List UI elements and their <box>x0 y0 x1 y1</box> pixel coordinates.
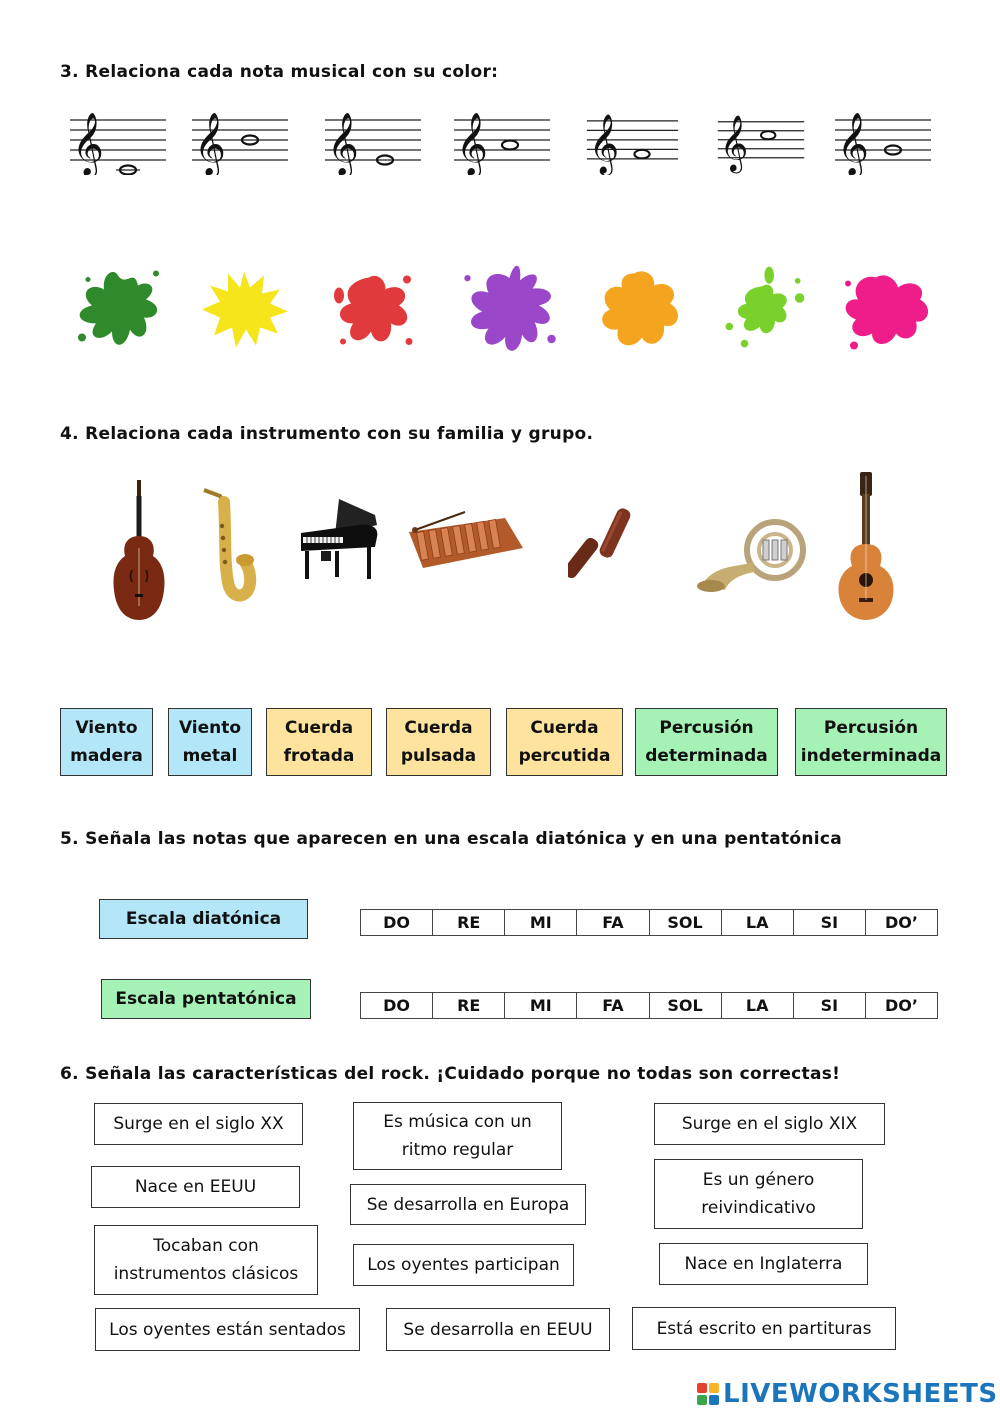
paint-splat-green[interactable] <box>68 255 168 360</box>
family-box-cuerda-percutida[interactable] <box>506 708 623 776</box>
staff-note-2 <box>190 100 290 175</box>
svg-text:𝄞: 𝄞 <box>327 112 359 175</box>
family-line-1: Cuerda <box>530 718 599 738</box>
xylophone-illustration[interactable] <box>405 508 525 573</box>
paint-splat-yellow[interactable] <box>194 255 294 360</box>
family-line-1: Percusión <box>659 718 754 738</box>
rock-option-desarrolla-europa[interactable]: Se desarrolla en Europa <box>350 1184 586 1225</box>
rock-option-surge-siglo-xx[interactable]: Surge en el siglo XX <box>94 1103 303 1145</box>
family-line-2: pulsada <box>400 746 477 766</box>
diatonic-note-do[interactable]: DO <box>361 910 433 935</box>
pentatonic-note-do-high[interactable]: DO’ <box>884 996 918 1015</box>
family-line-2: frotada <box>283 746 355 766</box>
diatonic-scale-label: Escala diatónica <box>99 899 308 939</box>
diatonic-note-fa[interactable]: FA <box>577 910 649 935</box>
diatonic-note-mi[interactable]: MI <box>505 910 577 935</box>
diatonic-note-la[interactable]: LA <box>722 910 794 935</box>
paint-splat-purple[interactable] <box>452 255 567 360</box>
guitar-illustration[interactable] <box>832 470 900 622</box>
diatonic-note-re[interactable]: RE <box>433 910 505 935</box>
liveworksheets-logo[interactable] <box>697 1377 998 1411</box>
staff-note-4 <box>452 100 552 175</box>
paint-splat-pink[interactable] <box>836 255 936 360</box>
family-line-2: determinada <box>645 746 768 766</box>
family-line-1: Percusión <box>823 718 919 738</box>
family-line-2: percutida <box>518 746 611 766</box>
diatonic-note-do-high[interactable]: DO’ <box>884 913 918 932</box>
family-line-1: Cuerda <box>284 718 354 738</box>
pentatonic-note-do[interactable]: DO <box>361 993 433 1018</box>
piano-illustration[interactable] <box>295 495 380 585</box>
paint-splat-red[interactable] <box>323 255 423 360</box>
family-box-viento-metal[interactable] <box>168 708 252 776</box>
rock-option-ritmo-regular[interactable]: Es música con un ritmo regular <box>353 1102 562 1170</box>
staff-note-3 <box>322 100 424 175</box>
family-line-2: indeterminada <box>800 746 942 766</box>
pentatonic-note-sol[interactable]: SOL <box>650 993 722 1018</box>
family-line-1: Viento <box>178 718 242 738</box>
paint-splat-light-green[interactable] <box>716 255 811 360</box>
rock-option-surge-siglo-xix[interactable]: Surge en el siglo XIX <box>654 1103 885 1145</box>
family-line-2: madera <box>70 746 143 766</box>
staff-note-1 <box>68 100 168 175</box>
question-6-title: 6. Señala las características del rock. ¡Cuidado porque no todas son correctas! <box>60 1064 841 1084</box>
diatonic-note-si[interactable]: SI <box>794 910 866 935</box>
family-box-cuerda-frotada[interactable] <box>266 708 372 776</box>
rock-option-nace-eeuu[interactable]: Nace en EEUU <box>91 1166 300 1208</box>
svg-text:𝄞: 𝄞 <box>719 115 749 172</box>
svg-text:𝄞: 𝄞 <box>588 113 620 174</box>
staff-note-5 <box>585 100 680 175</box>
staff-note-6 <box>716 100 806 175</box>
svg-text:𝄞: 𝄞 <box>456 112 488 175</box>
svg-text:𝄞: 𝄞 <box>194 112 226 175</box>
family-box-percusion-determinada[interactable] <box>635 708 778 776</box>
question-3-title: 3. Relaciona cada nota musical con su color: <box>60 62 499 82</box>
claves-illustration[interactable] <box>568 505 646 580</box>
pentatonic-scale-label: Escala pentatónica <box>101 979 311 1019</box>
rock-option-desarrolla-eeuu[interactable]: Se desarrolla en EEUU <box>386 1308 610 1351</box>
question-4-title: 4. Relaciona cada instrumento con su familia y grupo. <box>60 424 594 444</box>
rock-option-genero-reivindicativo[interactable]: Es un género reivindicativo <box>654 1159 863 1229</box>
diatonic-note-sol[interactable]: SOL <box>650 910 722 935</box>
rock-option-oyentes-sentados[interactable]: Los oyentes están sentados <box>95 1308 360 1351</box>
family-line-1: Viento <box>75 718 138 738</box>
french-horn-illustration[interactable] <box>695 512 815 592</box>
rock-option-instrumentos-clasicos[interactable]: Tocaban con instrumentos clásicos <box>94 1225 318 1295</box>
family-box-viento-madera[interactable] <box>60 708 153 776</box>
rock-option-nace-inglaterra[interactable]: Nace en Inglaterra <box>659 1243 868 1285</box>
pentatonic-note-mi[interactable]: MI <box>505 993 577 1018</box>
double-bass-illustration[interactable] <box>108 478 170 623</box>
question-5-title: 5. Señala las notas que aparecen en una escala diatónica y en una pentatónica <box>60 829 843 849</box>
pentatonic-scale-row <box>360 992 938 1019</box>
svg-text:𝄞: 𝄞 <box>837 112 869 175</box>
family-box-cuerda-pulsada[interactable] <box>386 708 491 776</box>
family-box-percusion-indeterminada[interactable] <box>795 708 947 776</box>
pentatonic-note-si[interactable]: SI <box>794 993 866 1018</box>
rock-option-escrito-partituras[interactable]: Está escrito en partituras <box>632 1307 896 1350</box>
pentatonic-note-la[interactable]: LA <box>722 993 794 1018</box>
pentatonic-note-re[interactable]: RE <box>433 993 505 1018</box>
rock-option-oyentes-participan[interactable]: Los oyentes participan <box>353 1244 574 1286</box>
paint-splat-orange[interactable] <box>590 255 690 360</box>
liveworksheets-badge-icon <box>697 1383 719 1405</box>
family-line-2: metal <box>182 746 238 766</box>
diatonic-scale-row <box>360 909 938 936</box>
liveworksheets-wordmark: LIVEWORKSHEETS <box>723 1379 998 1409</box>
staff-note-7 <box>833 100 933 175</box>
saxophone-illustration[interactable] <box>198 482 258 607</box>
family-line-1: Cuerda <box>404 718 473 738</box>
pentatonic-note-fa[interactable]: FA <box>577 993 649 1018</box>
svg-text:𝄞: 𝄞 <box>72 112 104 175</box>
